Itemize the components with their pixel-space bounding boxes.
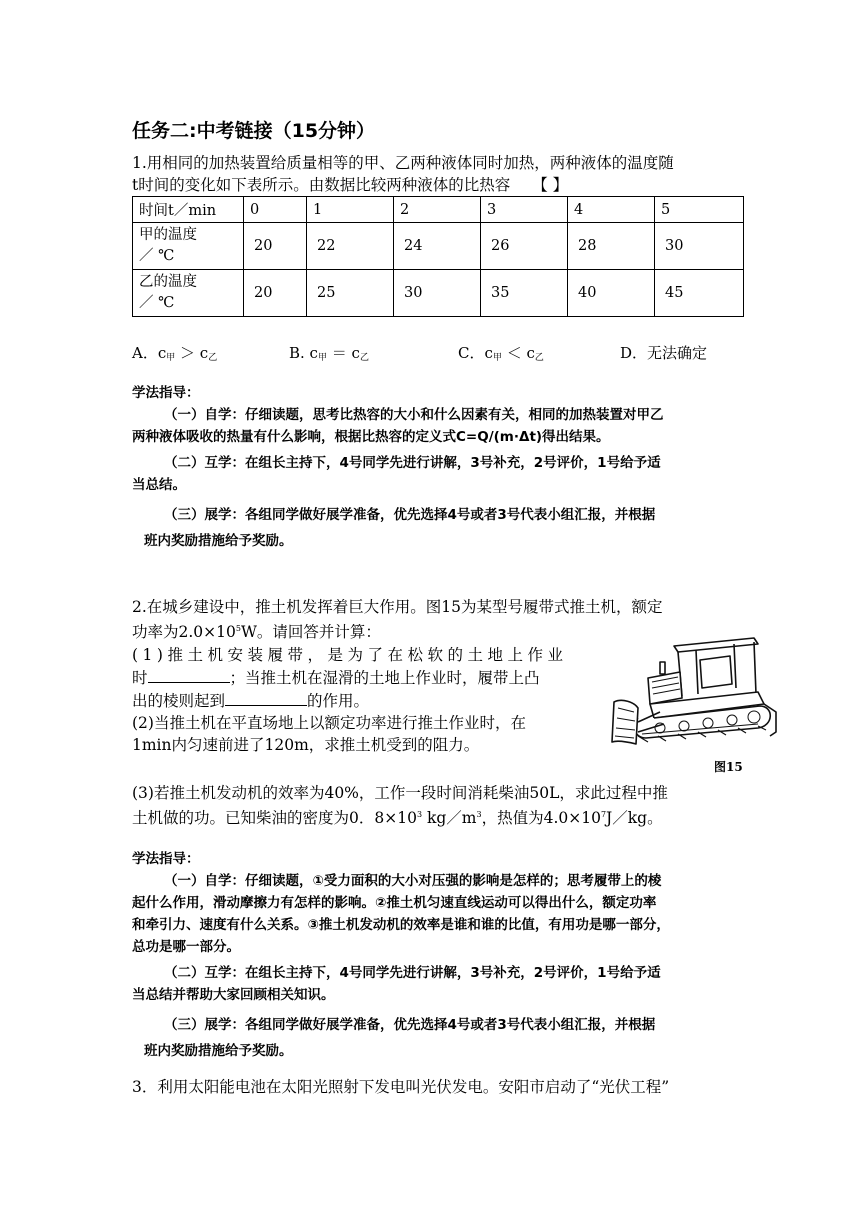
table-cell: 20 — [244, 223, 307, 270]
table-cell: 25 — [307, 270, 394, 317]
question-2-line-1: 2.在城乡建设中，推土机发挥着巨大作用。图15为某型号履带式推土机，额定 — [132, 598, 663, 616]
answer-blank-1[interactable] — [148, 666, 230, 683]
table-cell: 40 — [568, 270, 655, 317]
table-header-cell: 3 — [481, 197, 568, 223]
question-2-part-2: (2)当推土机在平直场地上以额定功率进行推土作业时，在 — [132, 714, 526, 732]
question-2-part-3: (3)若推土机发动机的效率为40%，工作一段时间消耗柴油50L，求此过程中推 土机做的功。已知柴油的密度为0．$8\times 10^3$ $kg/m^3$，热值为$4.0\times 10^7J/kg$。 — [132, 784, 668, 828]
table-row — [133, 270, 744, 317]
table-header-cell: 4 — [568, 197, 655, 223]
figure-caption: 图15 — [714, 760, 743, 774]
table-cell: 20 — [244, 270, 307, 317]
table-cell: 28 — [568, 223, 655, 270]
table-row — [133, 223, 744, 270]
option-c: C．$c_甲 < c_乙$ — [458, 344, 544, 363]
study-guide-2: 学法指导： （一）自学：仔细读题，①受力面积的大小对压强的影响是怎样的；思考履带上的棱 起什么作用，滑动摩擦力有怎样的影响。②推土机匀速直线运动可以得出什么，额定功率 和牵引力、速度有什么关系。③推土机发动机的效率是谁和谁的比值，有用功是哪一部分， 总功是哪一部分。 （二）互学：在组长主持下，4号同学先进行讲解，3号补充，2号评价，1号给予适 当总结并帮助大家回顾相关知识。 （三）展学：各组同学做好展学准备，优先选择4号或者3号代表小组汇报，并根据 班内奖励措施给予奖励。 — [132, 848, 752, 1062]
table-header-cell: 0 — [244, 197, 307, 223]
answer-bracket: 【 】 — [532, 176, 569, 194]
guide-self-study-cont: 两种液体吸收的热量有什么影响，根据比热容的定义式C=Q/(m·Δt)得出结果。 — [132, 429, 610, 445]
table-header-row — [133, 197, 744, 223]
table-header-cell: 时间t／min — [133, 197, 244, 223]
guide-presentation: （三）展学：各组同学做好展学准备，优先选择4号或者3号代表小组汇报，并根据 — [164, 507, 656, 523]
table-cell: 22 — [307, 223, 394, 270]
question-2-line-2: 功率为$2.0\times 10^5W$。请回答并计算： — [132, 623, 381, 642]
table-cell: 35 — [481, 270, 568, 317]
temperature-table — [132, 196, 744, 317]
question-1 — [132, 152, 752, 196]
guide-title: 学法指导： — [132, 851, 200, 867]
table-header-cell: 2 — [394, 197, 481, 223]
table-header-cell: 1 — [307, 197, 394, 223]
section-heading: 任务二:中考链接（15分钟） — [132, 120, 376, 142]
table-cell: 30 — [394, 270, 481, 317]
answer-blank-2[interactable] — [225, 689, 307, 706]
question-1-line-1: 1.用相同的加热装置给质量相等的甲、乙两种液体同时加热，两种液体的温度随 — [132, 154, 674, 172]
option-b: B. $c_甲 = c_乙$ — [289, 344, 369, 363]
guide-mutual-study: （二）互学：在组长主持下，4号同学先进行讲解，3号补充，2号评价，1号给予适 — [164, 965, 661, 981]
guide-presentation-cont: 班内奖励措施给予奖励。 — [144, 1043, 293, 1059]
question-2-part-1: (1)推土机安装履带，是为了在松软的土地上作业 时 ；当推土机在湿滑的土地上作业时，履带上凸 出的棱则起到 的作用。 (2)当推土机在平直场地上以额定功率进行推土作业时，在 1min内匀速前进了120m，求推土机受到的阻力。 — [132, 644, 598, 756]
table-cell: 26 — [481, 223, 568, 270]
table-cell: 24 — [394, 223, 481, 270]
guide-presentation-cont: 班内奖励措施给予奖励。 — [144, 533, 293, 549]
study-guide-1 — [132, 382, 752, 552]
guide-self-study: （一）自学：仔细读题，思考比热容的大小和什么因素有关，相同的加热装置对甲乙 — [164, 407, 664, 423]
option-a: A．$c_甲 > c_乙$ — [132, 344, 218, 363]
question-1-line-2: t时间的变化如下表所示。由数据比较两种液体的比热容 【 】 — [132, 176, 569, 194]
guide-presentation: （三）展学：各组同学做好展学准备，优先选择4号或者3号代表小组汇报，并根据 — [164, 1017, 656, 1033]
guide-mutual-study: （二）互学：在组长主持下，4号同学先进行讲解，3号补充，2号评价，1号给予适 — [164, 455, 661, 471]
guide-self-study: （一）自学：仔细读题，①受力面积的大小对压强的影响是怎样的；思考履带上的棱 — [164, 873, 662, 889]
table-cell: 30 — [655, 223, 744, 270]
table-row-label: 甲的温度 ／ ℃ — [133, 223, 244, 270]
table-cell: 45 — [655, 270, 744, 317]
guide-mutual-study-cont: 当总结。 — [132, 477, 186, 493]
bulldozer-figure — [608, 632, 784, 782]
question-3-line-1: 3．利用太阳能电池在太阳光照射下发电叫光伏发电。安阳市启动了“光伏工程” — [132, 1078, 670, 1096]
table-header-cell: 5 — [655, 197, 744, 223]
table-row-label: 乙的温度 ／ ℃ — [133, 270, 244, 317]
bulldozer-illustration — [608, 632, 784, 760]
option-d: D．无法确定 — [620, 344, 708, 362]
guide-title: 学法指导： — [132, 385, 200, 401]
